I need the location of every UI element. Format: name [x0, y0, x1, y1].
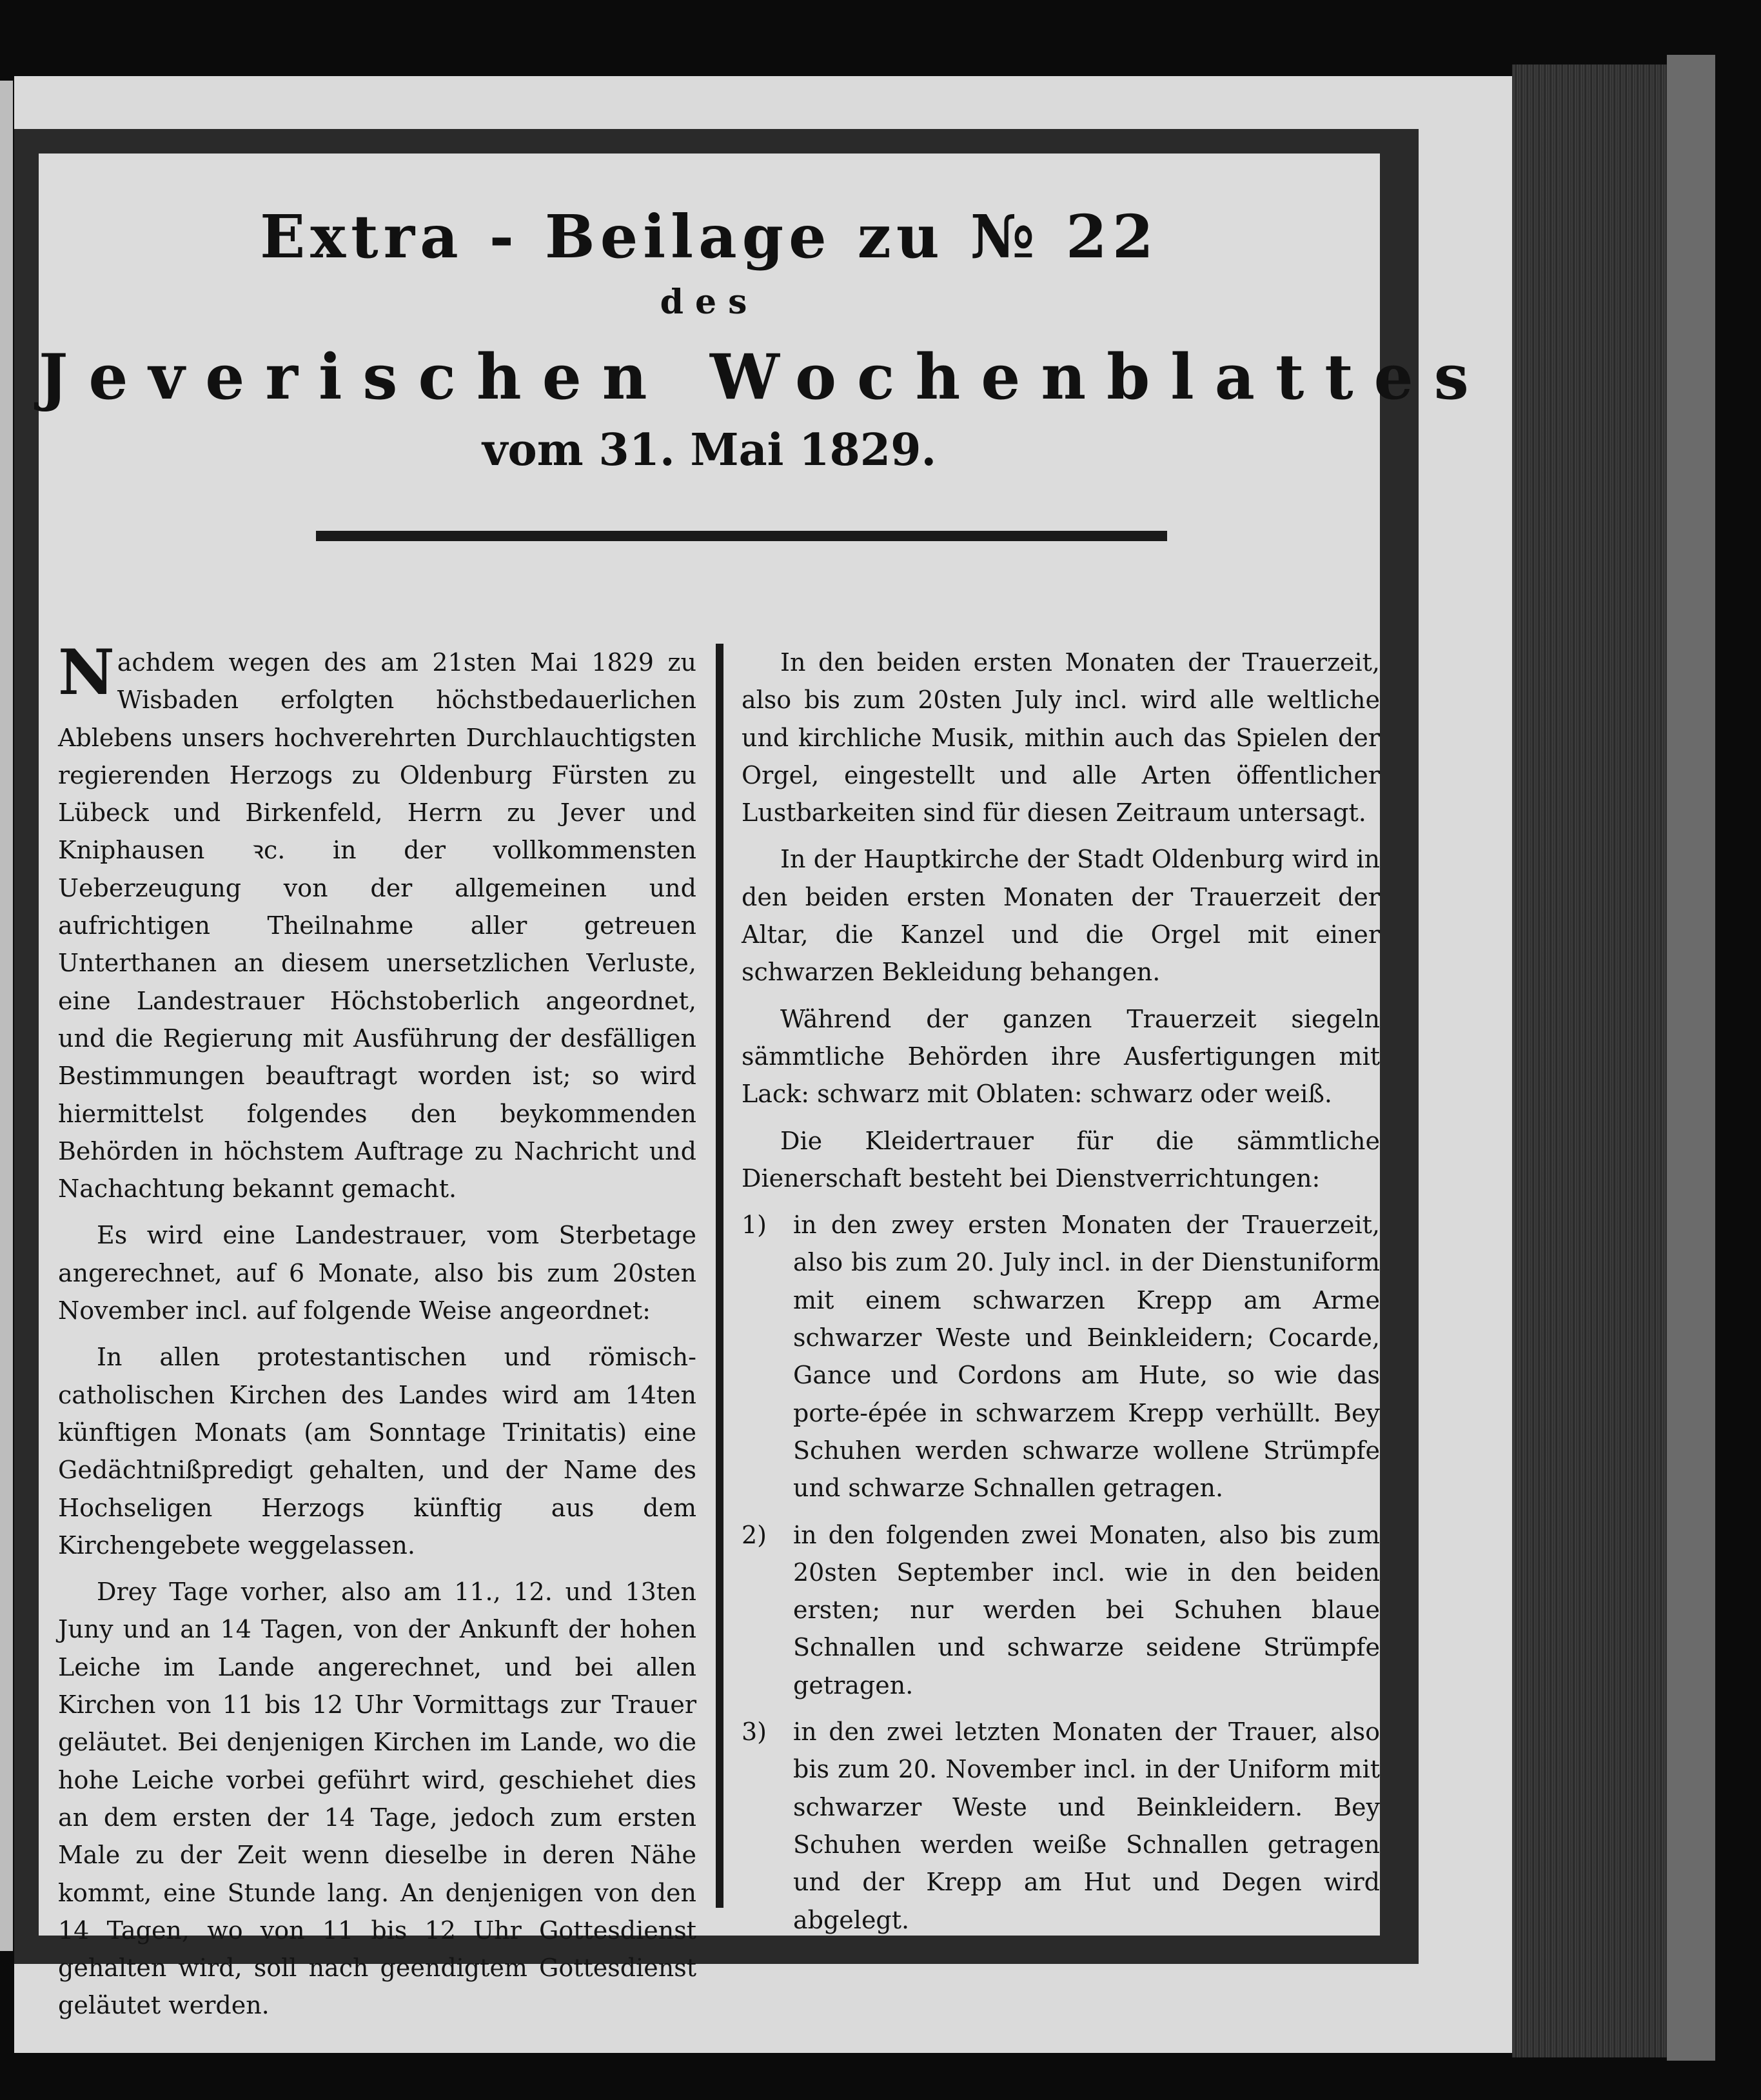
page-title: Extra - Beilage zu № 22 [260, 202, 1159, 272]
book-cover-edge [1667, 55, 1715, 2061]
list-item-text: in den folgenden zwei Monaten, also bis zum 20sten September incl. wie in den beiden ersten; nur werden bei Schuhen blaue Schnallen und schwarze seidene Strümpfe getragen. [793, 1520, 1380, 1699]
drop-initial: N [58, 636, 115, 709]
right-column [742, 644, 1380, 1948]
intro-text: achdem wegen des am 21sten Mai 1829 zu Wisbaden erfolgten höchstbedauerlichen Ablebens unsers hochverehrten Durchlauchtigsten regierenden Herzogs zu Oldenburg Fürsten zu Lübeck und Birkenfeld, Herrn zu Jever und Kniphausen ꝛc. in der vollkommensten Ueberzeugung von der allgemeinen und aufrichtigen Theilnahme aller getreuen Unterthanen an diesem unersetzlichen Verluste, eine Landestrauer Höchstoberlich angeordnet, und die Regierung mit Ausführung der desfälligen Bestimmungen beauftragt worden ist; so wird hiermittelst folgendes den beykommenden Behörden in höchstem Auftrage zu Nachricht und Nachachtung bekannt gemacht. [58, 648, 696, 1204]
list-item-text: in den zwei letzten Monaten der Trauer, also bis zum 20. November incl. in der Uniform mit schwarzer Weste und Beinkleidern. Bey Schuhen werden weiße Schnallen getragen und der Krepp am Hut und Degen wird abgelegt. [793, 1718, 1380, 1934]
list-item [742, 1516, 1380, 1704]
list-item-text: in den zwey ersten Monaten der Trauerzeit, also bis zum 20. July incl. in der Dienstuniform mit einem schwarzen Krepp am Arme schwarzer Weste und Beinkleidern; Cocarde, Gance und Cordons am Hute, so wie das porte-épée in schwarzem Krepp verhüllt. Bey Schuhen werden schwarze wollene Strümpfe und schwarze Schnallen getragen. [793, 1211, 1380, 1503]
paragraph-churches: In allen protestantischen und römisch-catholischen Kirchen des Landes wird am 14ten künftigen Monats (am Sonntage Trinitatis) eine Gedächtnißpredigt gehalten, und der Name des Hochseligen Herzogs künftig aus dem Kirchengebete weggelassen. [58, 1343, 696, 1560]
paragraph-intro [58, 636, 696, 1207]
mourning-border-frame [14, 129, 1490, 2020]
paragraph-music: In den beiden ersten Monaten der Trauerzeit, also bis zum 20sten July incl. wird alle weltliche und kirchliche Musik, mithin auch das Spielen der Orgel, eingestellt und alle Arten öffentlicher Lustbarkeiten sind für diesen Zeitraum untersagt. [742, 648, 1380, 827]
paragraph-hauptkirche: In der Hauptkirche der Stadt Oldenburg wird in den beiden ersten Monaten der Trauerzeit der Altar, die Kanzel und die Orgel mit einer schwarzen Bekleidung behangen. [742, 845, 1380, 987]
list-item-number: 2) [742, 1520, 767, 1549]
list-item-number: 3) [742, 1718, 767, 1747]
paragraph-bells: Drey Tage vorher, also am 11., 12. und 13ten Juny und an 14 Tagen, von der Ankunft der hohen Leiche im Lande angerechnet, und bei allen Kirchen von 11 bis 12 Uhr Vormittags zur Trauer geläutet. Bei denjenigen Kirchen im Lande, wo die hohe Leiche vorbei geführt wird, geschiehet dies an dem ersten der 14 Tage, jedoch zum ersten Male zu der Zeit wenn dieselbe in deren Nähe kommt, eine Stunde lang. An denjenigen von den 14 Tagen, wo von 11 bis 12 Uhr Gottesdienst gehalten wird, soll nach geendigtem Gottesdienst geläutet werden. [58, 1578, 696, 2020]
issue-date: vom 31. Mai 1829. [482, 424, 937, 476]
frame-content [39, 154, 1490, 2020]
column-divider [716, 644, 723, 1908]
left-page-edge [0, 81, 13, 1951]
newspaper-name: Jeverischen Wochenblattes [39, 341, 1490, 413]
list-item [742, 1713, 1380, 1939]
title-rule [316, 531, 1167, 541]
paragraph-dress: Die Kleidertrauer für die sämmtliche Dienerschaft besteht bei Dienstverrichtungen: [742, 1126, 1380, 1193]
left-column [58, 636, 696, 2034]
paragraph-seals: Während der ganzen Trauerzeit siegeln sämmtliche Behörden ihre Ausfertigungen mit Lack: schwarz mit Oblaten: schwarz oder weiß. [742, 1004, 1380, 1109]
list-item-number: 1) [742, 1211, 767, 1240]
list-item [742, 1206, 1380, 1507]
paragraph-duration: Es wird eine Landestrauer, vom Sterbetage angerechnet, auf 6 Monate, also bis zum 20sten November incl. auf folgende Weise angeordnet: [58, 1221, 696, 1325]
title-des: des [660, 282, 759, 322]
